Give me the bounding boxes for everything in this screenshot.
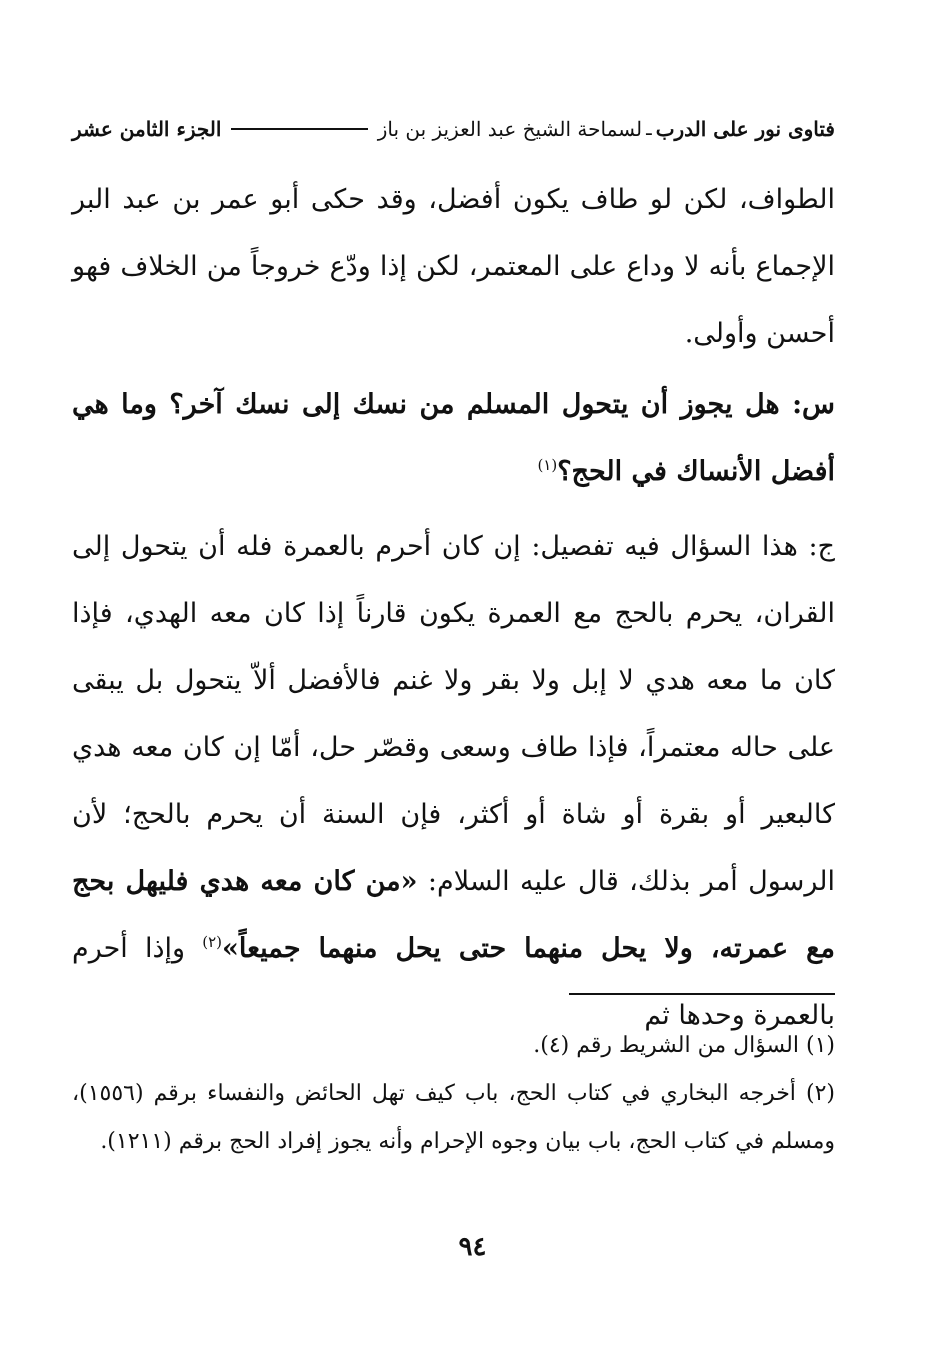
header-separator: ـ [646, 118, 652, 140]
header-part: الجزء الثامن عشر [72, 117, 222, 141]
answer-text-part2: وإذا أحرم بالعمرة وحدها ثم [72, 933, 835, 1031]
question-paragraph [72, 371, 835, 505]
hadith-quote: «من كان معه هدي فليهل بحج مع عمرته، ولا يحل منهما حتى يحل منهما جميعاً» [72, 866, 835, 964]
header-rule [231, 128, 367, 130]
footnotes [72, 1022, 835, 1166]
question-footnote-ref: (١) [537, 456, 558, 474]
paragraph-continuation: الطواف، لكن لو طاف يكون أفضل، وقد حكى أبو عمر بن عبد البر الإجماع بأنه لا وداع على المعتمر، لكن إذا ودّع خروجاً من الخلاف فهو أحسن وأولى. [72, 184, 835, 349]
question-text: س: هل يجوز أن يتحول المسلم من نسك إلى نسك آخر؟ وما هي أفضل الأنساك في الحج؟ [72, 389, 835, 487]
page-number: ٩٤ [458, 1232, 487, 1262]
header-book-title: فتاوى نور على الدرب [655, 117, 835, 141]
page-body [72, 166, 835, 1049]
footnote-2: (٢) أخرجه البخاري في كتاب الحج، باب كيف تهل الحائض والنفساء برقم (١٥٥٦)، ومسلم في كتاب الحج، باب بيان وجوه الإحرام وأنه يجوز إفراد الحج برقم (١٢١١). [72, 1081, 835, 1154]
hadith-footnote-ref: (٢) [202, 933, 222, 951]
running-header [72, 112, 835, 146]
header-author: لسماحة الشيخ عبد العزيز بن باز [377, 117, 643, 141]
footnote-1: (١) السؤال من الشريط رقم (٤). [533, 1033, 835, 1058]
answer-paragraph [72, 513, 835, 1049]
footnote-divider [569, 993, 835, 995]
answer-text-part1: ج: هذا السؤال فيه تفصيل: إن كان أحرم بالعمرة فله أن يتحول إلى القران، يحرم بالحج مع العمرة يكون قارناً إذا كان معه الهدي، فإذا كان ما معه هدي لا إبل ولا بقر ولا غنم فالأفضل ألاّ يتحول بل يبقى على حاله معتمراً، فإذا طاف وسعى وقصّر حل، أمّا إن كان معه هدي كالبعير أو بقرة أو شاة أو أكثر، فإن السنة أن يحرم بالحج؛ لأن الرسول أمر بذلك، قال عليه السلام: [72, 531, 835, 897]
